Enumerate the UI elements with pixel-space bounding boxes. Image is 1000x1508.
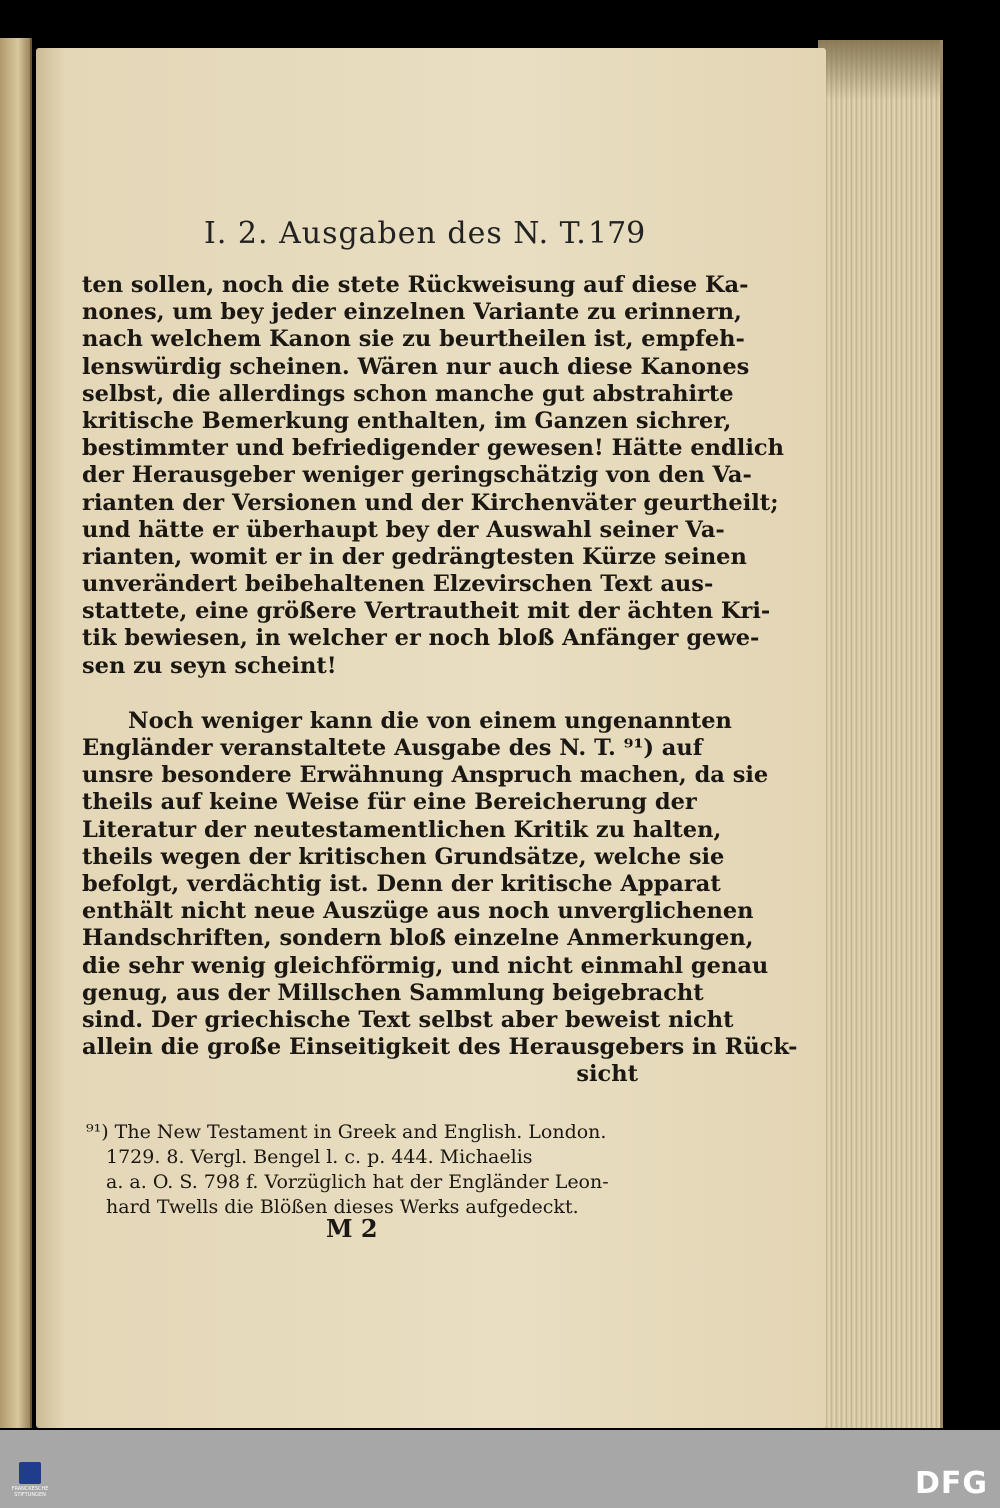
running-header <box>36 216 826 256</box>
catchword: sicht <box>576 1061 638 1088</box>
text-line: selbst, die allerdings schon manche gut abstrahirte <box>82 380 734 407</box>
main-text <box>82 272 798 1088</box>
paragraph-2 <box>82 707 798 1089</box>
text-line: Noch weniger kann die von einem ungenannten <box>128 707 732 734</box>
text-line: befolgt, verdächtig ist. Denn der kritische Apparat <box>82 870 721 897</box>
left-page-edge <box>0 38 32 1428</box>
text-line: Literatur der neutestamentlichen Kritik zu halten, <box>82 816 722 843</box>
footnote-line: ⁹¹) The New Testament in Greek and English. London. <box>86 1121 607 1143</box>
dfg-logo[interactable]: DFG <box>914 1466 988 1501</box>
text-line: nones, um bey jeder einzelnen Variante zu erinnern, <box>82 299 742 326</box>
text-line: die sehr wenig gleichförmig, und nicht einmahl genau <box>82 952 769 979</box>
text-line: Handschriften, sondern bloß einzelne Anmerkungen, <box>82 925 754 952</box>
text-line: rianten, womit er in der gedrängtesten Kürze seinen <box>82 543 747 570</box>
text-line: unverändert beibehaltenen Elzevirschen Text aus- <box>82 571 714 598</box>
text-line: bestimmter und befriedigender gewesen! Hätte endlich <box>82 435 784 462</box>
text-line: genug, aus der Millschen Sammlung beigebracht <box>82 979 704 1006</box>
running-title: I. 2. Ausgaben des N. T. <box>204 216 587 251</box>
text-line: Engländer veranstaltete Ausgabe des N. T. ⁹¹) auf <box>82 735 703 761</box>
page-number: 179 <box>588 216 646 251</box>
footnotes <box>86 1120 642 1220</box>
paragraph-1 <box>82 272 784 680</box>
footnote-line: a. a. O. S. 798 f. Vorzüglich hat der Engländer Leon- <box>106 1171 609 1193</box>
text-line: allein die große Einseitigkeit des Herausgebers in Rück- <box>82 1034 798 1061</box>
footer-bar <box>0 1430 1000 1508</box>
text-line: der Herausgeber weniger geringschätzig von den Va- <box>82 462 752 489</box>
text-line: und hätte er überhaupt bey der Auswahl seiner Va- <box>82 516 725 543</box>
text-line: stattete, eine größere Vertrautheit mit der ächten Kri- <box>82 598 771 625</box>
text-line: lenswürdig scheinen. Wären nur auch diese Kanones <box>82 353 750 380</box>
text-line: ten sollen, noch die stete Rückweisung auf diese Ka- <box>82 272 749 298</box>
signature-mark: M 2 <box>326 1214 378 1243</box>
footnote-line: 1729. 8. Vergl. Bengel l. c. p. 444. Michaelis <box>106 1146 533 1168</box>
text-line: tik bewiesen, in welcher er noch bloß Anfänger gewe- <box>82 625 760 652</box>
francke-logo[interactable] <box>6 1462 54 1506</box>
text-line: rianten der Versionen und der Kirchenväter geurtheilt; <box>82 489 779 516</box>
text-line: sind. Der griechische Text selbst aber beweist nicht <box>82 1006 734 1033</box>
footnote-line: hard Twells die Blößen dieses Werks aufgedeckt. <box>106 1196 579 1218</box>
text-line: kritische Bemerkung enthalten, im Ganzen sichrer, <box>82 407 732 434</box>
page-block-edges <box>818 40 943 1428</box>
text-line: sen zu seyn scheint! <box>82 652 337 679</box>
text-line: enthält nicht neue Auszüge aus noch unverglichenen <box>82 898 754 925</box>
francke-logo-icon <box>19 1462 41 1484</box>
text-line: theils wegen der kritischen Grundsätze, welche sie <box>82 843 725 870</box>
book-page <box>36 48 826 1428</box>
text-line: unsre besondere Erwähnung Anspruch machen, da sie <box>82 762 769 789</box>
text-line: nach welchem Kanon sie zu beurtheilen ist, empfeh- <box>82 326 745 353</box>
text-line: theils auf keine Weise für eine Bereicherung der <box>82 789 697 816</box>
francke-logo-text: FRANCKESCHE STIFTUNGEN <box>11 1486 49 1498</box>
